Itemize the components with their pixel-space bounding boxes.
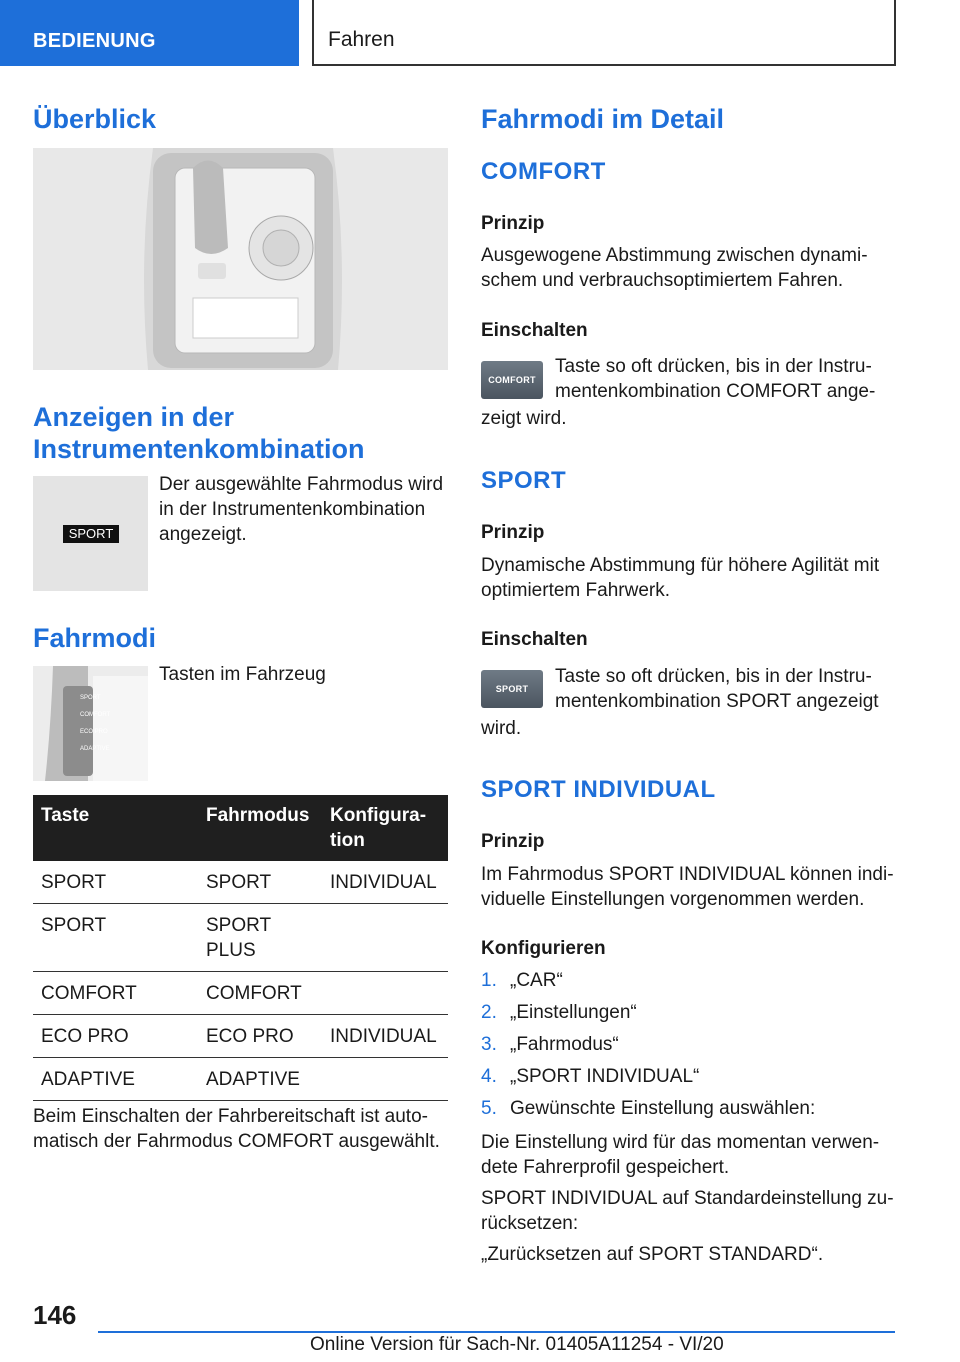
detail-heading: Fahrmodi im Detail xyxy=(481,104,725,134)
step-number: 1. xyxy=(481,970,497,991)
modes-heading: Fahrmodi xyxy=(33,623,157,653)
step-text: Gewünschte Einstellung auswählen: xyxy=(510,1098,816,1119)
cluster-display-image xyxy=(33,476,148,591)
table-header-row xyxy=(33,795,448,861)
page-number: 146 xyxy=(33,1300,77,1330)
table-cell: SPORT PLUS xyxy=(198,904,322,972)
sport-enable-text: Taste so oft drücken, bis in der Instru-mentenkombination SPORT angezeigt xyxy=(555,666,879,712)
table-cell: ECO PRO xyxy=(198,1015,322,1058)
sport-individual-heading: SPORT INDIVIDUAL xyxy=(481,776,716,803)
table-cell: INDIVIDUAL xyxy=(322,861,448,904)
table-row xyxy=(33,904,448,972)
si-after-text-2: SPORT INDIVIDUAL auf Standardeinstellung zu-rücksetzen: xyxy=(481,1188,894,1234)
si-after-text-3: „Zurücksetzen auf SPORT STANDARD“. xyxy=(481,1244,824,1265)
step-number: 2. xyxy=(481,1002,497,1023)
table-cell: COMFORT xyxy=(198,972,322,1015)
table-cell: COMFORT xyxy=(33,972,198,1015)
sport-button-label: SPORT xyxy=(495,684,529,694)
table-row xyxy=(33,972,448,1015)
list-item xyxy=(481,1032,901,1057)
table-row xyxy=(33,861,448,904)
console-illustration xyxy=(33,148,448,370)
list-item xyxy=(481,1000,901,1025)
section-box xyxy=(312,0,896,66)
comfort-enable-label: Einschalten xyxy=(481,320,588,341)
panel-label-eco: ECO PRO xyxy=(80,729,108,735)
sport-button-image xyxy=(481,670,543,708)
step-number: 5. xyxy=(481,1098,497,1119)
closing-note: Beim Einschalten der Fahrbereitschaft ist auto-matisch der Fahrmodus COMFORT ausgewählt. xyxy=(33,1106,440,1152)
online-version-note: Online Version für Sach-Nr. 01405A11254 - VI/20 xyxy=(310,1334,724,1355)
list-item xyxy=(481,1096,901,1121)
sport-heading: SPORT xyxy=(481,467,567,494)
table-cell: SPORT xyxy=(198,861,322,904)
overview-heading: Überblick xyxy=(33,104,157,134)
comfort-principle-text: Ausgewogene Abstimmung zwischen dynami-schem und verbrauchsoptimiertem Fahren. xyxy=(481,245,868,291)
step-number: 3. xyxy=(481,1034,497,1055)
center-console-photo xyxy=(33,148,448,370)
col-header: Taste xyxy=(33,795,198,861)
table-row xyxy=(33,1015,448,1058)
display-heading: Anzeigen in der Instrumentenkombination xyxy=(33,402,365,464)
modes-table xyxy=(33,795,448,1101)
table-cell xyxy=(322,972,448,1015)
si-configure-label: Konfigurieren xyxy=(481,938,606,959)
table-cell: ADAPTIVE xyxy=(198,1058,322,1101)
list-item xyxy=(481,968,901,993)
col-header: Konfigura-tion xyxy=(322,795,448,861)
step-text: „SPORT INDIVIDUAL“ xyxy=(510,1066,700,1087)
sport-enable-text-end: wird. xyxy=(481,718,522,739)
modes-description: Tasten im Fahrzeug xyxy=(159,664,326,685)
comfort-principle-label: Prinzip xyxy=(481,213,545,234)
footer-divider xyxy=(98,1331,895,1333)
panel-label-sport: SPORT xyxy=(80,695,101,701)
display-description: Der ausgewählte Fahrmodus wird in der Instrumentenkombination angezeigt. xyxy=(159,474,444,545)
list-item xyxy=(481,1064,901,1089)
table-cell: ADAPTIVE xyxy=(33,1058,198,1101)
step-number: 4. xyxy=(481,1066,497,1087)
page-header xyxy=(0,0,960,66)
sport-enable-label: Einschalten xyxy=(481,629,588,650)
comfort-enable-text-end: zeigt wird. xyxy=(481,408,567,429)
col-header: Fahrmodus xyxy=(198,795,322,861)
panel-label-comfort: COMFORT xyxy=(80,712,111,718)
configure-steps xyxy=(481,968,901,1128)
table-cell: SPORT xyxy=(33,861,198,904)
step-text: „Fahrmodus“ xyxy=(510,1034,619,1055)
comfort-heading: COMFORT xyxy=(481,158,606,185)
sport-principle-label: Prinzip xyxy=(481,522,545,543)
mode-buttons-photo xyxy=(33,666,148,781)
section-title: Fahren xyxy=(328,28,395,51)
step-text: „CAR“ xyxy=(510,970,563,991)
sport-badge: SPORT xyxy=(63,525,119,543)
sport-principle-text: Dynamische Abstimmung für höhere Agilität mit optimiertem Fahrwerk. xyxy=(481,555,880,601)
si-after-text-1: Die Einstellung wird für das momentan verwen-dete Fahrerprofil gespeichert. xyxy=(481,1132,880,1178)
step-text: „Einstellungen“ xyxy=(510,1002,637,1023)
table-cell xyxy=(322,1058,448,1101)
chapter-tab[interactable]: BEDIENUNG xyxy=(0,0,299,66)
table-cell xyxy=(322,904,448,972)
table-cell: SPORT xyxy=(33,904,198,972)
comfort-button-label: COMFORT xyxy=(488,375,536,385)
table-cell: INDIVIDUAL xyxy=(322,1015,448,1058)
panel-label-adaptive: ADAPTIVE xyxy=(80,746,110,752)
si-principle-label: Prinzip xyxy=(481,831,545,852)
table-row xyxy=(33,1058,448,1101)
table-cell: ECO PRO xyxy=(33,1015,198,1058)
comfort-enable-text: Taste so oft drücken, bis in der Instru-mentenkombination COMFORT ange- xyxy=(555,356,876,402)
comfort-button-image xyxy=(481,361,543,399)
si-principle-text: Im Fahrmodus SPORT INDIVIDUAL können indi-viduelle Einstellungen vorgenommen werden. xyxy=(481,864,894,910)
